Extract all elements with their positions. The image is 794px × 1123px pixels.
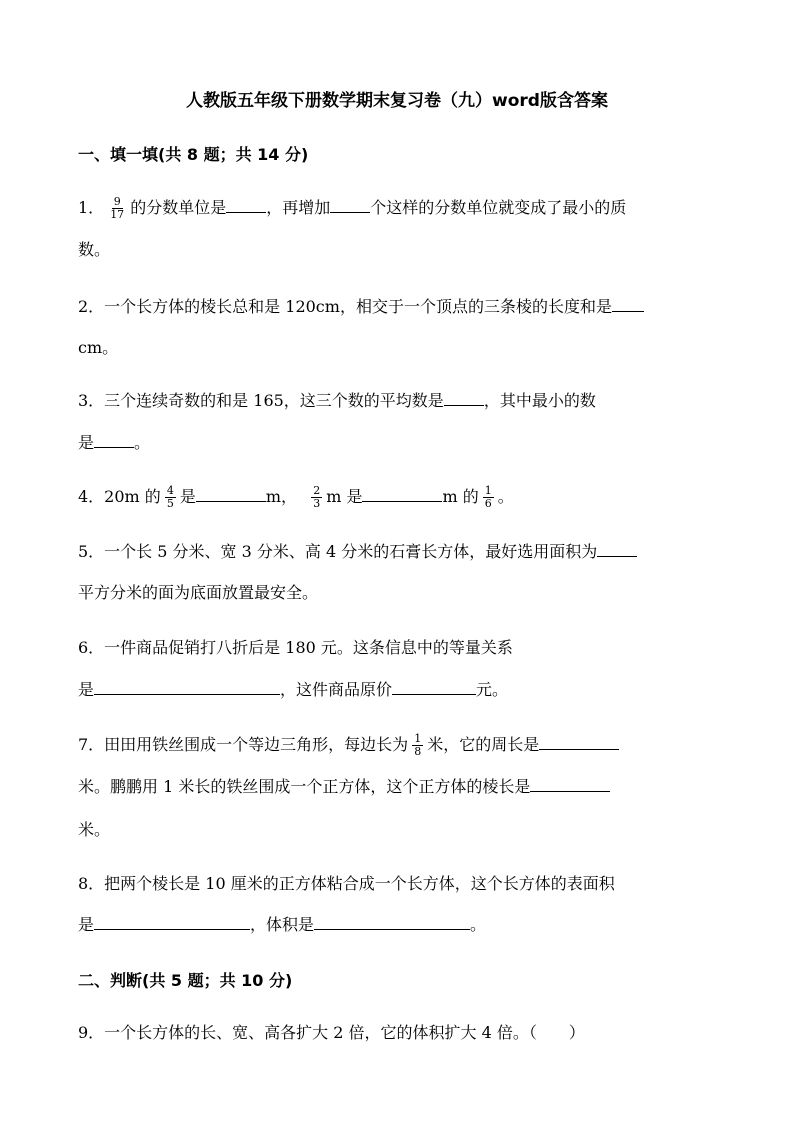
fraction-1-8: $\frac{1}{8}$ [414, 732, 422, 758]
section-heading-fill-in: 一、填一填(共 8 题；共 14 分) [78, 145, 309, 164]
question-7-line-1: 7．田田用铁丝围成一个等边三角形，每边长为 $\frac{1}{8}$ 米，它的周长是 [78, 733, 619, 758]
answer-blank[interactable] [314, 913, 470, 930]
answer-blank[interactable] [94, 913, 250, 930]
question-6-line-1: 6．一件商品促销打八折后是 180 元。这条信息中的等量关系 [78, 638, 513, 657]
question-8-line-1: 8．把两个棱长是 10 厘米的正方体粘合成一个长方体，这个长方体的表面积 [78, 874, 615, 893]
answer-blank[interactable] [539, 733, 619, 750]
fraction-9-17: $\frac{9}{17}$ [110, 195, 125, 221]
question-1-line-1: 1． $\frac{9}{17}$ 的分数单位是 ，再增加 个这样的分数单位就变成了最小的质 [78, 195, 627, 221]
question-5-line-1: 5．一个长 5 分米、宽 3 分米、高 4 分米的石膏长方体，最好选用面积为 [78, 540, 637, 564]
answer-blank[interactable] [444, 389, 484, 406]
answer-blank[interactable] [612, 295, 644, 312]
fraction-4-5: $\frac{4}{5}$ [166, 484, 174, 510]
question-1-line-2: 数。 [78, 240, 111, 259]
answer-blank[interactable] [530, 775, 610, 792]
question-4: 4．20m 的 $\frac{4}{5}$ 是 m， $\frac{2}{3}$ m 是 m 的 $\frac{1}{6}$ 。 [78, 484, 514, 510]
question-3-line-1: 3．三个连续奇数的和是 165，这三个数的平均数是 ，其中最小的数 [78, 391, 596, 410]
question-9: 9．一个长方体的长、宽、高各扩大 2 倍，它的体积扩大 4 倍。（ ） [78, 1023, 585, 1042]
document-title: 人教版五年级下册数学期末复习卷（九）word版含答案 [186, 91, 608, 111]
question-5-line-2: 平方分米的面为底面放置最安全。 [78, 583, 319, 602]
question-3-line-2: 是 。 [78, 433, 151, 452]
question-2-line-2: cm。 [78, 338, 119, 357]
question-6-line-2: 是 ，这件商品原价 元。 [78, 680, 509, 699]
answer-blank[interactable] [94, 678, 280, 695]
fraction-2-3: $\frac{2}{3}$ [313, 484, 321, 510]
answer-blank[interactable] [226, 196, 266, 213]
answer-blank[interactable] [94, 431, 134, 448]
question-8-line-2: 是 ，体积是 。 [78, 915, 487, 934]
answer-blank[interactable] [362, 485, 442, 502]
answer-blank[interactable] [597, 540, 637, 557]
question-7-line-3: 米。 [78, 820, 111, 839]
answer-blank[interactable] [330, 196, 370, 213]
fraction-1-6: $\frac{1}{6}$ [484, 484, 492, 510]
section-heading-true-false: 二、判断(共 5 题；共 10 分) [78, 971, 293, 990]
answer-blank[interactable] [392, 678, 476, 695]
answer-blank[interactable] [196, 485, 266, 502]
question-2-line-1: 2．一个长方体的棱长总和是 120cm，相交于一个顶点的三条棱的长度和是 [78, 295, 644, 319]
question-7-line-2: 米。鹏鹏用 1 米长的铁丝围成一个正方体，这个正方体的棱长是 [78, 775, 610, 799]
